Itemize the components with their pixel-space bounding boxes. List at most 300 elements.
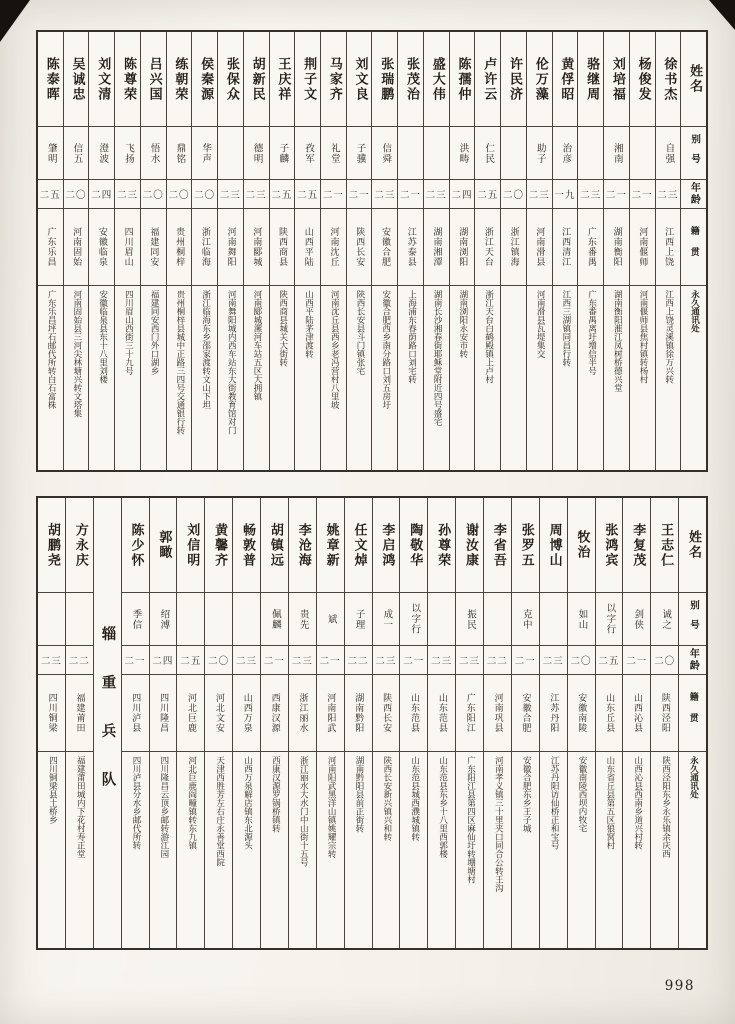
person-native-place: 四川铜梁 [46, 693, 57, 733]
person-name: 胡新民 [249, 56, 265, 102]
person-age-cell [177, 646, 204, 675]
person-name-cell [578, 32, 603, 127]
person-native-place: 福建同安 [148, 227, 159, 267]
person-address-cell [244, 286, 269, 470]
person-age: 二五 [297, 190, 319, 201]
person-alias: 悟水 [148, 142, 160, 164]
person-alias-cell [167, 127, 192, 180]
person-name-cell [347, 32, 372, 127]
person-address: 广东乐昌坪石邮代所转白石富株 [46, 290, 57, 409]
person-address-cell [205, 752, 232, 948]
person-native-place-cell [295, 209, 320, 286]
person-age-cell [398, 180, 423, 209]
person-age: 二二 [347, 656, 369, 667]
person-name: 李复茂 [630, 522, 646, 568]
person-column [167, 32, 193, 470]
person-native-place: 山西沁县 [631, 693, 642, 733]
person-address: 浙江丽水大水门中山街十五号 [298, 756, 309, 867]
person-name-cell [553, 32, 578, 127]
person-name-cell [450, 32, 475, 127]
person-native-place: 陕西长安 [354, 227, 365, 267]
person-age: 二三 [431, 656, 453, 667]
person-age: 二四 [152, 656, 174, 667]
person-alias-cell [424, 127, 449, 180]
person-native-place: 湖南黔阳 [353, 693, 364, 733]
person-address-cell [450, 286, 475, 470]
person-name: 伦万藻 [532, 56, 548, 102]
person-name: 周博山 [546, 522, 562, 568]
person-native-place: 安徽合肥 [379, 227, 390, 267]
person-native-place: 山东范县 [436, 693, 447, 733]
person-native-place: 福建莆田 [74, 693, 85, 733]
person-name-cell [596, 498, 623, 593]
person-age-cell [289, 646, 316, 675]
person-alias: 信五 [71, 142, 83, 164]
person-address-cell [568, 752, 595, 948]
person-age: 二一 [514, 656, 536, 667]
person-address: 河南固始县三河尖林塘兴转文塔集 [71, 290, 82, 418]
person-age: 二三 [236, 656, 258, 667]
person-column [233, 498, 261, 948]
person-name: 卢许云 [481, 56, 497, 102]
person-column [345, 498, 373, 948]
person-age-cell [373, 646, 400, 675]
person-age: 二四 [91, 190, 113, 201]
person-address: 陕西长安新兴镇兴和转 [381, 756, 392, 841]
person-address-cell [192, 286, 217, 470]
person-native-place-cell [540, 675, 567, 752]
person-address-cell [512, 752, 539, 948]
person-address-cell [261, 752, 288, 948]
person-age-cell [630, 180, 655, 209]
header-name-cell [681, 32, 706, 127]
person-name-cell [428, 498, 455, 593]
person-alias: 成一 [381, 608, 393, 630]
person-name: 方永庆 [72, 522, 88, 568]
person-column [64, 32, 90, 470]
person-address: 山东范县东乡十八里西郭楼 [437, 756, 448, 858]
header-name-cell [679, 498, 706, 593]
person-age-cell [141, 180, 166, 209]
person-address: 安徽临泉县东十八里刘楼 [97, 290, 108, 384]
person-age: 二三 [657, 190, 679, 201]
person-address-cell [347, 286, 372, 470]
person-name: 荆子文 [301, 56, 317, 102]
person-column [450, 32, 476, 470]
person-age-cell [578, 180, 603, 209]
person-age: 二〇 [208, 656, 230, 667]
person-age: 二〇 [65, 190, 87, 201]
person-address-cell [540, 752, 567, 948]
person-native-place-cell [141, 209, 166, 286]
person-age-cell [115, 180, 140, 209]
person-address-cell [424, 286, 449, 470]
person-address: 河南孝义镇三十里夹口同合公转王沟 [493, 756, 504, 892]
scan-artifact-corner-left [0, 0, 30, 42]
person-name: 姚章新 [323, 522, 339, 568]
person-address: 河北巨鹿阎疃镇转东九镇 [186, 756, 197, 850]
header-native-place-label: 籍贯 [688, 226, 699, 268]
person-age-cell [233, 646, 260, 675]
person-age: 二二 [68, 656, 90, 667]
person-native-place-cell [347, 209, 372, 286]
person-name: 牧治 [574, 530, 590, 560]
person-age: 二三 [219, 190, 241, 201]
person-name: 陈孺仲 [455, 56, 471, 102]
person-name-cell [38, 32, 63, 127]
person-alias-cell [345, 593, 372, 646]
person-native-place: 广东番禺 [585, 227, 596, 267]
person-address: 河南滑县瓦堤集交 [535, 290, 546, 358]
header-alias-label: 别号 [688, 599, 700, 639]
person-native-place: 陕西长安 [381, 693, 392, 733]
person-address-cell [398, 286, 423, 470]
person-age: 二三 [375, 656, 397, 667]
person-name: 李启鸿 [379, 522, 395, 568]
person-alias-cell [372, 127, 397, 180]
person-name-cell [372, 32, 397, 127]
person-alias-cell [150, 593, 177, 646]
bottom-directory-table [36, 496, 708, 950]
person-name: 刘培福 [609, 56, 625, 102]
person-column [177, 498, 205, 948]
person-age-cell [89, 180, 114, 209]
person-age: 二一 [400, 190, 422, 201]
person-address-cell [321, 286, 346, 470]
person-age: 二一 [605, 190, 627, 201]
person-alias: 如山 [576, 608, 588, 630]
person-name-cell [167, 32, 192, 127]
person-age-cell [192, 180, 217, 209]
person-name: 张罗五 [518, 522, 534, 568]
person-alias-cell [317, 593, 344, 646]
person-name-cell [398, 32, 423, 127]
person-native-place: 河南固始 [71, 227, 82, 267]
person-alias-cell [527, 127, 552, 180]
person-native-place-cell [578, 209, 603, 286]
person-address: 湖南衡阳漼江凤树桥德兴堂 [612, 290, 623, 392]
person-native-place-cell [89, 209, 114, 286]
person-alias-cell [604, 127, 629, 180]
person-address-cell [604, 286, 629, 470]
person-alias: 振民 [465, 608, 477, 630]
person-name: 王志仁 [658, 522, 674, 568]
person-name-cell [141, 32, 166, 127]
person-native-place: 四川眉山 [122, 227, 133, 267]
person-alias-cell [630, 127, 655, 180]
person-column [122, 498, 150, 948]
person-alias: 诚之 [660, 608, 672, 630]
person-age-cell [501, 180, 526, 209]
person-address: 河南郾城漯河车站五区大拥镇 [252, 290, 263, 401]
person-native-place: 四川隆昌 [158, 693, 169, 733]
person-age-cell [527, 180, 552, 209]
header-age-label: 年龄 [688, 182, 700, 206]
person-age: 二三 [116, 190, 138, 201]
person-age-cell [512, 646, 539, 675]
person-address: 安徽合肥西乡南分路口刘五房圩 [380, 290, 391, 409]
person-alias-cell [623, 593, 650, 646]
person-alias-cell [141, 127, 166, 180]
person-name-cell [115, 32, 140, 127]
person-name-cell [630, 32, 655, 127]
person-native-place: 陕西商县 [277, 227, 288, 267]
person-native-place-cell [527, 209, 552, 286]
person-address: 上海浦东春荫路口刘宅转 [406, 290, 417, 384]
person-name-cell [150, 498, 177, 593]
person-native-place-cell [630, 209, 655, 286]
header-alias-cell [679, 593, 706, 646]
person-native-place: 山东丘县 [604, 693, 615, 733]
person-address-cell [656, 286, 681, 470]
person-age-cell [553, 180, 578, 209]
person-name-cell [475, 32, 500, 127]
person-alias: 子理 [353, 608, 365, 630]
header-address-cell [679, 752, 706, 948]
person-name: 练朝荣 [172, 56, 188, 102]
person-native-place-cell [66, 675, 93, 752]
person-age-cell [400, 646, 427, 675]
person-age-cell [372, 180, 397, 209]
person-alias: 子骥 [354, 142, 366, 164]
person-alias: 仁民 [483, 142, 495, 164]
person-alias-cell [400, 593, 427, 646]
person-address-cell [501, 286, 526, 470]
person-address: 四川眉山西街三十九号 [123, 290, 134, 375]
person-alias-cell [578, 127, 603, 180]
person-native-place-cell [233, 675, 260, 752]
person-name-cell [218, 32, 243, 127]
person-column [373, 498, 401, 948]
person-alias-cell [115, 127, 140, 180]
person-address-cell [141, 286, 166, 470]
person-native-place: 山东范县 [408, 693, 419, 733]
person-name-cell [295, 32, 320, 127]
person-name: 徐书杰 [661, 56, 677, 102]
person-address-cell [64, 286, 89, 470]
header-age-cell [679, 646, 706, 675]
person-native-place: 安徽南陵 [576, 693, 587, 733]
person-alias-cell [540, 593, 567, 646]
person-native-place: 湖南浏阳 [457, 227, 468, 267]
person-address: 河南阳武黑洋山镇姚耀宗转 [326, 756, 337, 858]
person-alias-cell [270, 127, 295, 180]
person-age-cell [64, 180, 89, 209]
person-native-place-cell [192, 209, 217, 286]
person-native-place-cell [553, 209, 578, 286]
person-native-place-cell [122, 675, 149, 752]
header-age-cell [681, 180, 706, 209]
person-name-cell [261, 498, 288, 593]
person-address-cell [623, 752, 650, 948]
person-native-place: 安徽合肥 [520, 693, 531, 733]
person-address-cell [651, 752, 678, 948]
person-age-cell [261, 646, 288, 675]
person-name: 孙尊荣 [435, 522, 451, 568]
person-address: 山东省丘县第五区狼窝村 [604, 756, 615, 850]
person-age-cell [321, 180, 346, 209]
person-age: 二五 [39, 190, 61, 201]
person-name: 任文焯 [351, 522, 367, 568]
person-name-cell [456, 498, 483, 593]
person-native-place-cell [38, 675, 65, 752]
person-native-place-cell [512, 675, 539, 752]
person-column [295, 32, 321, 470]
person-name-cell [205, 498, 232, 593]
person-age: 二三 [528, 190, 550, 201]
person-address-cell [233, 752, 260, 948]
person-alias-cell [38, 127, 63, 180]
person-age: 二三 [580, 190, 602, 201]
person-column [651, 498, 679, 948]
person-column [289, 498, 317, 948]
person-address: 贵州桐梓县城中正路三四号交通银行转 [174, 290, 185, 435]
header-alias-cell [681, 127, 706, 180]
person-address-cell [400, 752, 427, 948]
person-alias: 佩麟 [269, 608, 281, 630]
person-column [501, 32, 527, 470]
person-alias: 肇明 [45, 142, 57, 164]
person-name: 张鸿宾 [602, 522, 618, 568]
person-name-cell [400, 498, 427, 593]
person-alias-cell [450, 127, 475, 180]
person-alias-cell [205, 593, 232, 646]
person-native-place: 贵州桐梓 [174, 227, 185, 267]
person-address-cell [38, 286, 63, 470]
person-address: 湖南长沙湘春街耶稣堂附近四号盛宅 [432, 290, 443, 426]
person-address-cell [596, 752, 623, 948]
person-alias-cell [38, 593, 65, 646]
person-alias: 克中 [520, 608, 532, 630]
person-column [218, 32, 244, 470]
person-column [66, 498, 94, 948]
unit-designation-column [94, 498, 122, 948]
person-native-place: 浙江丽水 [297, 693, 308, 733]
person-alias: 子麟 [277, 142, 289, 164]
person-native-place-cell [604, 209, 629, 286]
person-address: 江西三湖镇同昌行转 [560, 290, 571, 367]
person-native-place-cell [424, 209, 449, 286]
person-age: 二三 [40, 656, 62, 667]
person-name: 刘文良 [352, 56, 368, 102]
person-age: 二五 [271, 190, 293, 201]
person-name-cell [345, 498, 372, 593]
person-column [38, 498, 66, 948]
person-column [604, 32, 630, 470]
top-directory-table [36, 30, 708, 472]
person-address-cell [66, 752, 93, 948]
person-alias-cell [295, 127, 320, 180]
person-column [270, 32, 296, 470]
person-age: 二一 [322, 190, 344, 201]
person-native-place: 广东乐昌 [45, 227, 56, 267]
person-age-cell [450, 180, 475, 209]
person-native-place: 河南沈丘 [328, 227, 339, 267]
person-name-cell [177, 498, 204, 593]
person-age-cell [345, 646, 372, 675]
person-native-place-cell [400, 675, 427, 752]
person-address: 天津西胜芳左右庄永善堂西院 [214, 756, 225, 867]
person-native-place: 山西万泉 [241, 693, 252, 733]
person-native-place-cell [205, 675, 232, 752]
person-alias-cell [66, 593, 93, 646]
person-alias: 季信 [130, 608, 142, 630]
person-column [484, 498, 512, 948]
person-column [428, 498, 456, 948]
person-age: 二〇 [502, 190, 524, 201]
person-address: 安徽合肥东乡王子城 [521, 756, 532, 833]
person-name-cell [289, 498, 316, 593]
person-age-cell [656, 180, 681, 209]
header-age-label: 年龄 [687, 648, 699, 672]
person-age: 二三 [542, 656, 564, 667]
person-column [553, 32, 579, 470]
person-name-cell [66, 498, 93, 593]
person-age-cell [424, 180, 449, 209]
person-age-cell [604, 180, 629, 209]
person-age: 二〇 [168, 190, 190, 201]
person-native-place: 四川泸县 [130, 693, 141, 733]
person-name: 张茂治 [404, 56, 420, 102]
person-age-cell [651, 646, 678, 675]
person-age: 二三 [374, 190, 396, 201]
person-address: 河南舞阳城内西车站东大街教育馆对门 [226, 290, 237, 435]
person-alias: 斌 [325, 613, 337, 625]
person-name: 陈尊荣 [120, 56, 136, 102]
person-column [372, 32, 398, 470]
person-name-cell [656, 32, 681, 127]
person-age-cell [540, 646, 567, 675]
person-age: 二一 [319, 656, 341, 667]
person-address: 福建同安西门外口湖乡 [149, 290, 160, 375]
person-alias: 洪畴 [457, 142, 469, 164]
person-age: 二四 [451, 190, 473, 201]
person-native-place: 江西上饶 [663, 227, 674, 267]
person-name-cell [424, 32, 449, 127]
person-address-cell [38, 752, 65, 948]
person-address-cell [475, 286, 500, 470]
person-age-cell [122, 646, 149, 675]
person-address: 福建莆田城内下花村寿正堂 [75, 756, 86, 858]
person-address: 安徽南陵西坝内牧宅 [576, 756, 587, 833]
person-native-place: 河南阳武 [325, 693, 336, 733]
person-age: 二〇 [194, 190, 216, 201]
person-name-cell [89, 32, 114, 127]
header-native-place-cell [679, 675, 706, 752]
person-alias-cell [177, 593, 204, 646]
person-age-cell [295, 180, 320, 209]
person-name: 刘信明 [184, 522, 200, 568]
person-address: 广东番禺离圩增信半号 [586, 290, 597, 375]
person-alias-cell [651, 593, 678, 646]
person-address: 山东范县城西濮城镇转 [409, 756, 420, 841]
person-name: 王庆祥 [275, 56, 291, 102]
person-native-place: 河南舞阳 [225, 227, 236, 267]
person-native-place-cell [345, 675, 372, 752]
person-alias: 以字行 [604, 603, 616, 635]
person-column [656, 32, 682, 470]
person-name-cell [244, 32, 269, 127]
person-age-cell [205, 646, 232, 675]
person-native-place-cell [261, 675, 288, 752]
person-native-place: 河南郾城 [251, 227, 262, 267]
person-native-place-cell [398, 209, 423, 286]
person-address: 四川铜梁县土桥乡 [47, 756, 58, 824]
person-native-place: 江苏泰县 [405, 227, 416, 267]
person-column [596, 498, 624, 948]
person-age-cell [475, 180, 500, 209]
person-column [115, 32, 141, 470]
